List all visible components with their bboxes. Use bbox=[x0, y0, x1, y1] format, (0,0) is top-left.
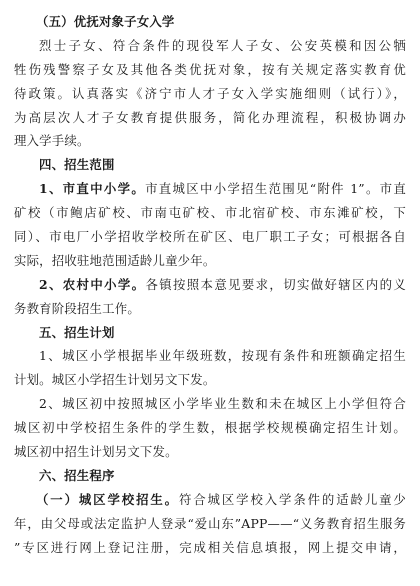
section-heading-procedure: 六、招生程序 bbox=[39, 467, 115, 483]
paragraph-line: 实际，招收驻地范围适龄儿童少年。 bbox=[14, 252, 216, 268]
paragraph-line: 同）、市电厂小学招收学校所在矿区、电厂职工子女；可根据各自 bbox=[14, 229, 406, 245]
paragraph-line: 年，由父母或法定监护人登录“爱山东”APP——“义务教育招生服务 bbox=[14, 515, 406, 531]
paragraph-line: ”专区进行网上登记注册，完成相关信息填报，网上提交申请， bbox=[14, 539, 406, 555]
section-heading-preferential: （五）优抚对象子女入学 bbox=[36, 14, 175, 29]
paragraph-line: 城区初中学校招生条件的学生数，根据学校规模确定招生计划。 bbox=[14, 420, 406, 436]
paragraph-line: 为高层次人才子女教育提供服务，简化办理流程，积极协调办 bbox=[14, 109, 406, 125]
paragraph-line: 理入学手续。 bbox=[14, 133, 90, 149]
item-label: （一）城区学校招生。 bbox=[36, 491, 179, 507]
section-heading-scope: 四、招生范围 bbox=[39, 157, 115, 173]
paragraph-line: 1、城区小学根据毕业年级班数，按现有条件和班额确定招生 bbox=[39, 348, 406, 364]
paragraph-line: 牲伤残警察子女及其他各类优抚对象，按有关规定落实教育优 bbox=[14, 61, 406, 77]
paragraph-line: 务教育阶段招生工作。 bbox=[14, 300, 140, 316]
item-text: 各镇按照本意见要求，切实做好辖区内的义 bbox=[145, 276, 406, 292]
item-label: 2、农村中小学。 bbox=[39, 276, 146, 292]
paragraph-line: 计划。城区小学招生计划另文下发。 bbox=[14, 372, 216, 388]
paragraph-line: 2、城区初中按照城区小学毕业生数和未在城区上小学但符合 bbox=[39, 396, 406, 412]
paragraph-line: 烈士子女、符合条件的现役军人子女、公安英模和因公牺 bbox=[39, 37, 406, 53]
paragraph-line bbox=[14, 488, 406, 512]
paragraph-line: 城区初中招生计划另文下发。 bbox=[14, 444, 178, 460]
item-text: 市直城区中小学招生范围见“附件 1”。市直 bbox=[145, 181, 406, 197]
paragraph-line: 待政策。认真落实《济宁市人才子女入学实施细则（试行）》， bbox=[14, 85, 406, 101]
item-label: 1、市直中小学。 bbox=[39, 181, 146, 197]
paragraph-line: 矿校（市鲍店矿校、市南屯矿校、市北宿矿校、市东滩矿校，下 bbox=[14, 205, 406, 221]
paragraph-line bbox=[14, 273, 406, 297]
item-text: 符合城区学校入学条件的适龄儿童少 bbox=[178, 491, 406, 507]
section-heading-plan: 五、招生计划 bbox=[39, 324, 115, 340]
paragraph-line bbox=[14, 177, 406, 201]
